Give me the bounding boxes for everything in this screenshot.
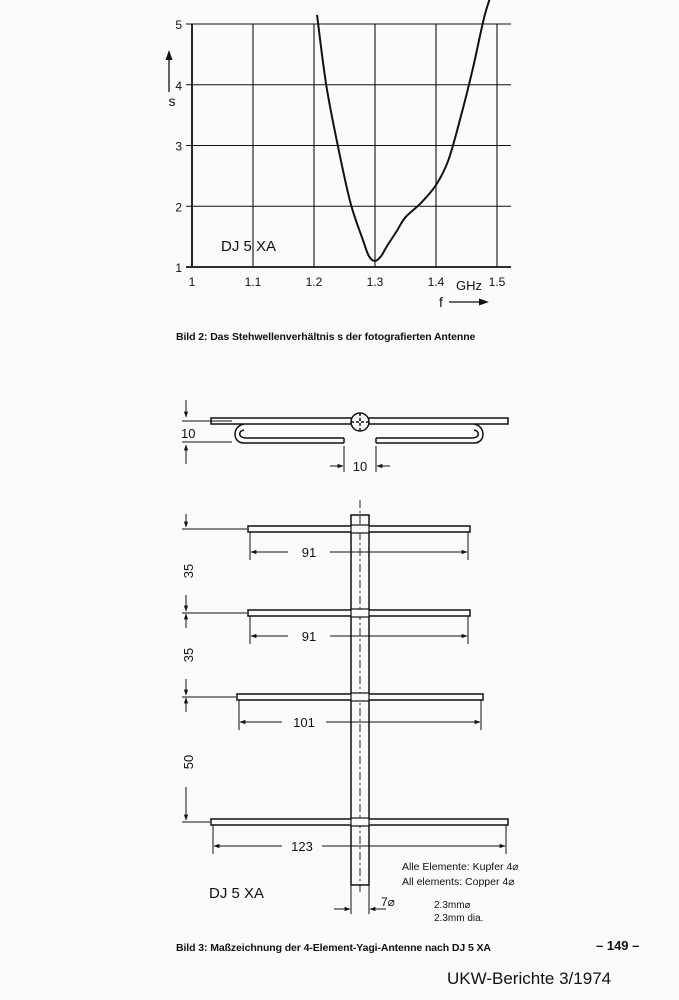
dipole-height-label: 10 bbox=[181, 426, 196, 441]
x-tick-label: 1.5 bbox=[488, 275, 506, 289]
y-axis-label: s bbox=[168, 93, 176, 109]
folded-dipole bbox=[211, 413, 508, 443]
vswr-chart bbox=[0, 0, 679, 320]
chart-annotation: DJ 5 XA bbox=[221, 238, 277, 255]
element-1-length: 91 bbox=[301, 545, 317, 560]
y-axis-arrowhead bbox=[166, 50, 173, 60]
page-number: – 149 – bbox=[596, 938, 640, 953]
spacing-1: 35 bbox=[181, 563, 196, 579]
figure3-caption: Bild 3: Maßzeichnung der 4-Element-Yagi-Antenne nach DJ 5 XA bbox=[176, 942, 491, 954]
x-axis-label: f bbox=[439, 294, 443, 310]
note-line-3: 2.3mm⌀ bbox=[434, 900, 471, 911]
y-tick-label: 5 bbox=[175, 18, 182, 32]
boom-diameter-label: 7⌀ bbox=[381, 895, 395, 909]
element-2-length: 91 bbox=[301, 629, 317, 644]
chart-grid bbox=[186, 24, 511, 267]
note-line-2: All elements: Copper 4⌀ bbox=[402, 876, 515, 888]
dipole-gap-label: 10 bbox=[352, 459, 368, 474]
note-line-4: 2.3mm dia. bbox=[434, 913, 484, 924]
x-tick-label: 1.2 bbox=[305, 275, 323, 289]
source-citation: UKW-Berichte 3/1974 bbox=[447, 969, 612, 988]
antenna-name-label: DJ 5 XA bbox=[209, 885, 265, 902]
y-tick-label: 2 bbox=[175, 200, 182, 215]
x-axis-arrowhead bbox=[479, 299, 489, 306]
element-4-length: 123 bbox=[291, 839, 313, 854]
y-tick-label: 1 bbox=[175, 261, 182, 275]
spacing-2: 35 bbox=[181, 647, 196, 663]
y-tick-label: 4 bbox=[175, 78, 182, 93]
x-tick-label: 1.3 bbox=[366, 275, 384, 289]
x-tick-label: 1.4 bbox=[427, 275, 445, 289]
figure2-caption: Bild 2: Das Stehwellenverhältnis s der fotografierten Antenne bbox=[176, 331, 476, 343]
x-unit-label: GHz bbox=[456, 278, 482, 293]
spacing-3: 50 bbox=[181, 754, 196, 770]
element-3-length: 101 bbox=[293, 715, 315, 730]
y-tick-label: 3 bbox=[175, 139, 182, 154]
antenna-drawing bbox=[0, 390, 679, 930]
note-line-1: Alle Elemente: Kupfer 4⌀ bbox=[402, 861, 519, 873]
vswr-curve bbox=[317, 0, 494, 261]
x-tick-label: 1 bbox=[188, 275, 196, 289]
x-tick-label: 1.1 bbox=[244, 275, 262, 289]
